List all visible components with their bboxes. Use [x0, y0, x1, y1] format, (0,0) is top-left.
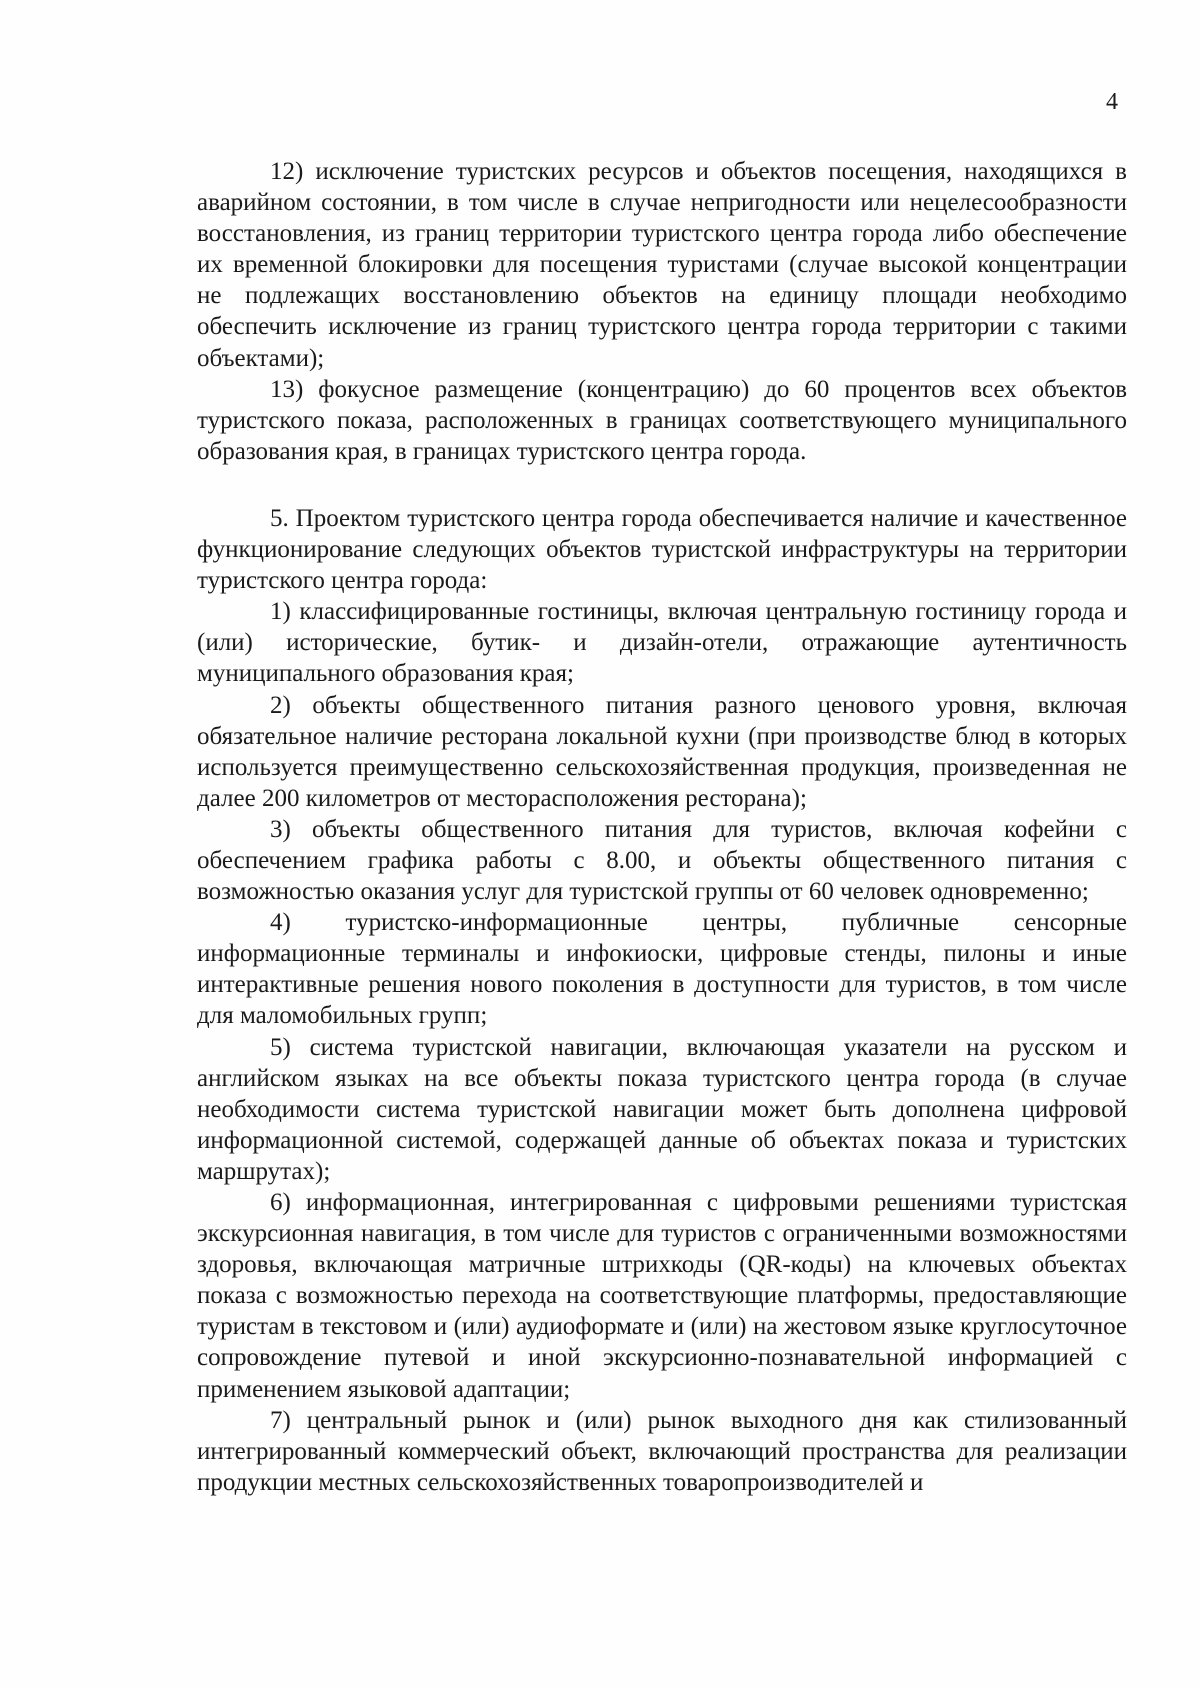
- paragraph-item-3: 3) объекты общественного питания для туристов, включая кофейни с обеспечением графика работы с 8.00, и объекты общественного питания с возможностью оказания услуг для туристской группы от 60 человек одновременно;: [197, 815, 1127, 906]
- paragraph-item-2: 2) объекты общественного питания разного ценового уровня, включая обязательное наличие ресторана локальной кухни (при производстве блюд в которых используется преимущественно сельскохозяйственная продукция, произведенная не далее 200 километров от месторасположения ресторана);: [197, 691, 1127, 812]
- paragraph-item-13: 13) фокусное размещение (концентрацию) до 60 процентов всех объектов туристского показа, расположенных в границах соответствующего муниципального образования края, в границах туристского центра города.: [197, 375, 1127, 465]
- paragraph-item-6: 6) информационная, интегрированная с цифровыми решениями туристская экскурсионная навигация, в том числе для туристов с ограниченными возможностями здоровья, включающая матричные штрихкоды (QR-коды) на ключевых объектах показа с возможностью перехода на соответствующие платформы, предоставляющие туристам в текстовом и (или) аудиоформате и (или) на жестовом языке круглосуточное сопровождение путевой и иной экскурсионно-познавательной информацией с применением языковой адаптации;: [197, 1189, 1127, 1403]
- paragraph-item-7: 7) центральный рынок и (или) рынок выходного дня как стилизованный интегрированный коммерческий объект, включающий пространства для реализации продукции местных сельскохозяйственных товаропроизводителей и: [197, 1406, 1127, 1496]
- page-number: 4: [1106, 89, 1118, 115]
- paragraph-item-4: 4) туристско-информационные центры, публичные сенсорные информационные терминалы и инфокиоски, цифровые стенды, пилоны и иные интерактивные решения нового поколения в доступности для туристов, в том числе для маломобильных групп;: [197, 909, 1127, 1030]
- paragraph-item-1: 1) классифицированные гостиницы, включая центральную гостиницу города и (или) исторические, бутик- и дизайн-отели, отражающие аутентичность муниципального образования края;: [197, 598, 1127, 688]
- document-body: [197, 156, 1127, 1498]
- paragraph-item-5: 5) система туристской навигации, включающая указатели на русском и английском языках на все объекты показа туристского центра города (в случае необходимости система туристской навигации может быть дополнена цифровой информационной системой, содержащей данные об объектах показа и туристских маршрутах);: [197, 1033, 1127, 1185]
- paragraph-item-12: 12) исключение туристских ресурсов и объектов посещения, находящихся в аварийном состоянии, в том числе в случае непригодности или нецелесообразности восстановления, из границ территории туристского центра города либо обеспечение их временной блокировки для посещения туристами (случае высокой концентрации не подлежащих восстановлению объектов на единицу площади необходимо обеспечить исключение из границ туристского центра города территории с такими объектами);: [197, 158, 1127, 372]
- paragraph-section-5: 5. Проектом туристского центра города обеспечивается наличие и качественное функционирование следующих объектов туристской инфраструктуры на территории туристского центра города:: [197, 504, 1127, 595]
